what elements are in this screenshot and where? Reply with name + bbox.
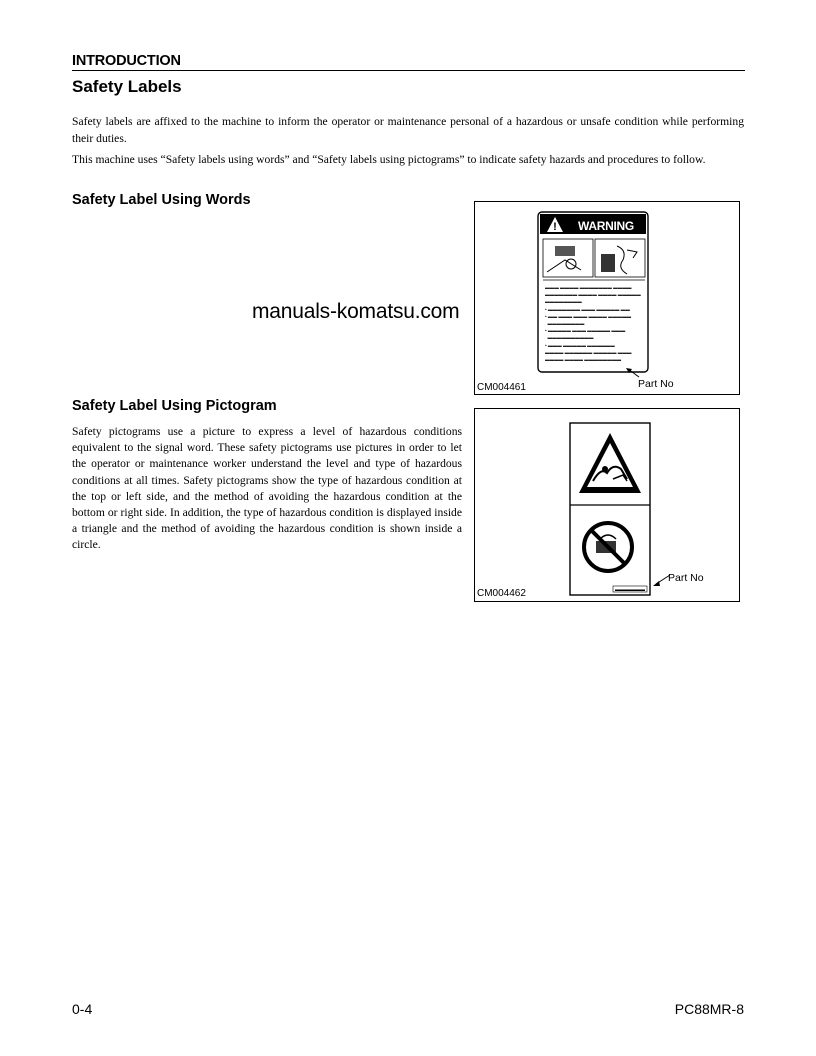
- words-figure-id: CM004461: [477, 382, 526, 393]
- pictogram-figure-id: CM004462: [477, 588, 526, 599]
- warning-label-fine-print: ▬▬▬ ▬▬▬▬ ▬▬▬▬▬▬▬ ▬▬▬▬ ▬▬▬▬▬▬▬ ▬▬▬▬ ▬▬▬▬ ▬▬▬▬▬ ▬▬▬▬▬▬▬▬ • ▬▬▬▬▬▬▬ ▬▬▬ ▬▬▬▬▬ ▬▬ • ▬▬ ▬▬▬ ▬▬▬ ▬▬▬▬ ▬▬▬▬▬ ▬▬▬▬▬▬▬▬ • ▬▬▬▬▬ ▬▬▬ ▬▬▬▬▬ ▬▬▬ ▬▬▬▬▬▬▬▬▬▬ • ▬▬▬ ▬▬▬▬▬ ▬▬▬▬▬▬ ▬▬▬▬ ▬▬▬▬▬▬ ▬▬▬▬▬ ▬▬▬ ▬▬▬▬ ▬▬▬▬ ▬▬▬▬▬▬▬▬: [545, 285, 641, 363]
- section-header: INTRODUCTION: [72, 53, 181, 69]
- warning-signal-word: WARNING: [578, 219, 634, 233]
- intro-paragraph-1: Safety labels are affixed to the machine to inform the operator or maintenance personal of a hazardous or unsafe condition while performing their duties.: [72, 115, 744, 145]
- watermark: manuals-komatsu.com: [252, 300, 460, 323]
- intro-paragraph-2: This machine uses “Safety labels using words” and “Safety labels using pictograms” to indicate safety hazards and procedures to follow.: [72, 153, 706, 166]
- words-figure: [474, 201, 740, 395]
- words-heading: Safety Label Using Words: [72, 192, 251, 208]
- svg-text:▬▬▬▬▬▬: ▬▬▬▬▬▬: [615, 587, 645, 593]
- words-part-no-callout: Part No: [638, 378, 674, 390]
- pictogram-figure: [474, 408, 740, 602]
- page-title: Safety Labels: [72, 77, 182, 96]
- pictogram-label-illustration: [475, 409, 737, 599]
- header-rule: [72, 70, 745, 71]
- pictogram-part-no-callout: Part No: [668, 572, 704, 584]
- pictogram-body: Safety pictograms use a picture to express a level of hazardous conditions equivalent to the signal word. These safety pictograms use pictures in order to let the operator or maintenance worker understand the level and type of hazardous conditions at all times. Safety pictograms show the type of hazardous condition at the top or left side, and the method of avoiding the hazardous condition at the bottom or right side. In addition, the type of hazardous condition is displayed inside a triangle and the method of avoiding the hazardous condition is shown inside a circle.: [72, 425, 462, 552]
- model-number: PC88MR-8: [674, 1001, 744, 1017]
- svg-text:!: !: [553, 221, 557, 233]
- pictogram-heading: Safety Label Using Pictogram: [72, 398, 277, 414]
- page-number: 0-4: [72, 1001, 93, 1017]
